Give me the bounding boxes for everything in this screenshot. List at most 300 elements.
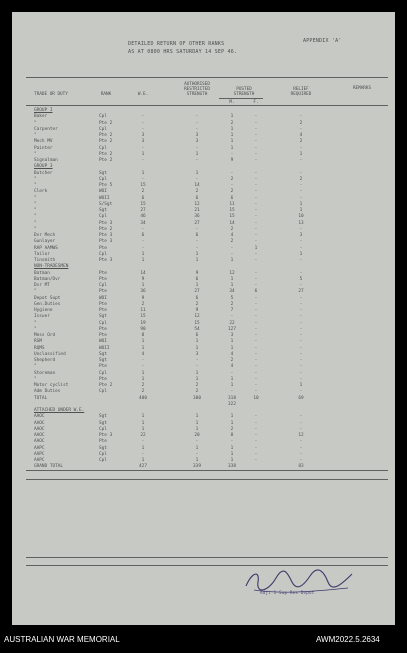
cell-trade: Shepherd	[34, 358, 56, 363]
cell-trade: TOTAL	[34, 395, 48, 401]
cell-posted-f: -	[254, 270, 258, 276]
cell-posted-f: -	[254, 414, 258, 420]
cell-we: -	[141, 439, 145, 445]
cell-posted-m: -	[230, 314, 234, 320]
cell-posted-m: 4	[230, 233, 234, 238]
cell-posted-m: 6	[230, 195, 234, 201]
cell-posted-m: 1	[230, 445, 234, 451]
cell-authorised: 2	[195, 301, 199, 307]
cell-posted-m: 2	[230, 239, 234, 245]
cell-posted-f: -	[254, 126, 258, 132]
cell-trade: AAOC	[34, 420, 45, 426]
cell-posted-f: -	[254, 133, 258, 138]
cell-trade: "	[34, 208, 37, 213]
cell-trade: Mech MV	[34, 139, 53, 145]
cell-posted-m: -	[230, 151, 234, 157]
cell-posted-f: -	[254, 195, 258, 201]
cell-rank: Sgt	[99, 420, 107, 426]
cell-trade: AAOC	[34, 439, 45, 445]
cell-posted-f: -	[254, 158, 258, 163]
cell-we: 427	[139, 464, 147, 470]
cell-authorised: 1	[195, 426, 199, 432]
cell-rank: Cpl	[99, 145, 107, 151]
cell-relief: -	[299, 326, 303, 332]
cell-rank: Pte	[99, 276, 107, 282]
cell-authorised: 27	[194, 289, 200, 295]
cell-posted-m: 1	[230, 139, 234, 145]
cell-posted-f: -	[254, 226, 258, 232]
cell-posted-m: 34	[229, 289, 235, 295]
cell-authorised: 2	[195, 189, 199, 195]
cell-authorised: 3	[195, 133, 199, 138]
cell-relief: -	[299, 245, 303, 251]
cell-we: -	[141, 176, 145, 182]
cell-relief: -	[299, 420, 303, 426]
cell-authorised: -	[195, 145, 199, 151]
cell-posted-f: -	[254, 151, 258, 157]
cell-relief: -	[299, 239, 303, 245]
cell-rank: Pte 3	[99, 233, 113, 238]
cell-posted-m: -	[230, 245, 234, 251]
cell-authorised: -	[195, 176, 199, 182]
cell-trade: GROUP 3	[34, 164, 53, 170]
cell-authorised: -	[195, 239, 199, 245]
cell-trade: "	[34, 151, 37, 157]
cell-rank: Sgt	[99, 351, 107, 357]
cell-posted-f: -	[254, 120, 258, 126]
cell-authorised: 339	[193, 464, 201, 470]
cell-trade: "	[34, 226, 37, 232]
cell-rank: Cpl	[99, 214, 107, 220]
cell-authorised: 1	[195, 339, 199, 345]
cell-relief: 1	[299, 251, 303, 257]
cell-rank: Pte	[99, 439, 107, 445]
cell-rank: Sgt	[99, 170, 107, 176]
cell-rank: Cpl	[99, 451, 107, 457]
cell-posted-m: -	[230, 370, 234, 376]
cell-relief: -	[299, 376, 303, 382]
cell-relief: -	[299, 308, 303, 313]
cell-we: -	[141, 158, 145, 163]
cell-we: 15	[140, 183, 146, 188]
cell-relief: -	[299, 195, 303, 201]
cell-relief: -	[299, 458, 303, 463]
cell-we: 1	[141, 376, 145, 382]
cell-authorised: -	[195, 126, 199, 132]
cell-trade: Painter	[34, 145, 53, 151]
cell-posted-m: 1	[230, 114, 234, 120]
cell-posted-m: 5	[230, 295, 234, 301]
cell-trade: GRAND TOTAL	[34, 464, 64, 470]
appendix-label: APPENDIX 'A'	[303, 38, 342, 44]
cell-posted-m: 8	[230, 433, 234, 438]
cell-we: 90	[140, 326, 146, 332]
cell-relief: -	[299, 126, 303, 132]
cell-posted-f: -	[254, 220, 258, 226]
cell-posted-f: -	[254, 339, 258, 345]
cell-posted-f: -	[254, 139, 258, 145]
cell-we: 1	[141, 251, 145, 257]
cell-we: 1	[141, 458, 145, 463]
cell-trade: Unclassified	[34, 351, 66, 357]
cell-posted-f: -	[254, 351, 258, 357]
cell-authorised: 2	[195, 389, 199, 395]
cell-we: 15	[140, 201, 146, 207]
cell-authorised: 14	[194, 183, 200, 188]
cell-rank: Sgt	[99, 314, 107, 320]
cell-relief: -	[299, 114, 303, 120]
cell-posted-m: 1	[230, 258, 234, 263]
cell-rank: Pte 2	[99, 139, 113, 145]
cell-we: 46	[140, 214, 146, 220]
document-page	[12, 12, 395, 625]
cell-authorised: 6	[195, 295, 199, 301]
cell-rank: Cpl	[99, 283, 107, 288]
col-header-posted-f: F.	[253, 100, 259, 105]
cell-posted-f: -	[254, 283, 258, 288]
cell-relief: -	[299, 339, 303, 345]
cell-relief: -	[299, 445, 303, 451]
cell-authorised: 1	[195, 458, 199, 463]
cell-rank: Pte 2	[99, 133, 113, 138]
cell-posted-f: -	[254, 326, 258, 332]
cell-authorised: 1	[195, 420, 199, 426]
cell-authorised: 3	[195, 351, 199, 357]
cell-we: 14	[140, 270, 146, 276]
cell-posted-f: -	[254, 170, 258, 176]
col-header-posted-m: M.	[229, 100, 235, 105]
cell-posted-m: 2	[230, 176, 234, 182]
cell-rank: Cpl	[99, 389, 107, 395]
cell-authorised: -	[195, 451, 199, 457]
cell-posted-m: 15	[229, 214, 235, 220]
cell-posted-f: -	[254, 345, 258, 351]
cell-relief: 10	[298, 214, 304, 220]
col-header-rank: RANK	[100, 92, 112, 97]
cell-authorised: -	[195, 226, 199, 232]
cell-relief: -	[299, 170, 303, 176]
cell-rank: Pte	[99, 364, 107, 370]
cell-trade: "	[34, 195, 37, 201]
cell-we: -	[141, 120, 145, 126]
cell-posted-f: -	[254, 258, 258, 263]
cell-posted-m: 1	[230, 383, 234, 388]
cell-authorised: 15	[194, 320, 200, 326]
cell-relief: -	[299, 351, 303, 357]
cell-trade: "	[34, 120, 37, 126]
cell-authorised: 9	[195, 308, 199, 313]
cell-authorised: 2	[195, 383, 199, 388]
cell-posted-f: 6	[254, 289, 258, 295]
cell-we: 6	[141, 233, 145, 238]
cell-rank: Pte 2	[99, 226, 113, 232]
cell-posted-m: 2	[230, 226, 234, 232]
cell-we: -	[141, 239, 145, 245]
cell-authorised: 6	[195, 195, 199, 201]
cell-authorised: 1	[195, 376, 199, 382]
cell-we: 1	[141, 345, 145, 351]
cell-we: -	[141, 245, 145, 251]
cell-posted-f: -	[254, 183, 258, 188]
cell-trade: "	[34, 133, 37, 138]
cell-relief: -	[299, 158, 303, 163]
cell-relief: -	[299, 370, 303, 376]
cell-authorised: 6	[195, 233, 199, 238]
cell-we: 1	[141, 283, 145, 288]
cell-trade: "	[34, 326, 37, 332]
cell-authorised: 1	[195, 345, 199, 351]
cell-relief: 1	[299, 383, 303, 388]
cell-rank: Cpl	[99, 426, 107, 432]
cell-posted-m: 2	[230, 120, 234, 126]
cell-relief: -	[299, 451, 303, 457]
cell-trade: Tailor	[34, 251, 50, 257]
cell-relief: 5	[299, 276, 303, 282]
cell-rank: Pte 2	[99, 151, 113, 157]
cell-we: 9	[141, 276, 145, 282]
cell-rank: Pte 2	[99, 158, 113, 163]
cell-authorised: 6	[195, 333, 199, 338]
cell-posted-f: -	[254, 145, 258, 151]
cell-we: 11	[140, 308, 146, 313]
cell-posted-m: 1	[230, 376, 234, 382]
cell-rank: Cpl	[99, 458, 107, 463]
document-subtitle: AS AT 0800 HRS SATURDAY 14 SEP 46.	[128, 49, 238, 55]
col-header-trade: TRADE OR DUTY	[34, 92, 68, 97]
cell-trade: AAOC	[34, 426, 45, 432]
cell-trade: "	[34, 214, 37, 220]
cell-posted-m: 9	[230, 158, 234, 163]
cell-trade: Depot Supt	[34, 295, 61, 301]
cell-posted-f: -	[254, 364, 258, 370]
cell-rank: Sgt	[99, 208, 107, 213]
cell-posted-f: -	[254, 308, 258, 313]
cell-authorised: 20	[194, 433, 200, 438]
cell-trade: NON-TRADESMEN	[34, 264, 69, 270]
cell-relief: 1	[299, 201, 303, 207]
cell-authorised: -	[195, 439, 199, 445]
cell-posted-f: -	[254, 189, 258, 195]
cell-posted-f: 1	[254, 245, 258, 251]
cell-authorised: -	[195, 358, 199, 363]
cell-rank: Pte	[99, 245, 107, 251]
cell-trade: AAOC	[34, 433, 45, 438]
cell-relief: -	[299, 283, 303, 288]
cell-rank: Pte 2	[99, 383, 113, 388]
cell-authorised: 1	[195, 251, 199, 257]
cell-posted-f: -	[254, 458, 258, 463]
cell-relief: -	[299, 145, 303, 151]
cell-posted-m: 1	[230, 145, 234, 151]
cell-relief: -	[299, 189, 303, 195]
cell-rank: Cpl	[99, 114, 107, 120]
cell-we: 34	[140, 220, 146, 226]
cell-trade: Clerk	[34, 189, 48, 195]
cell-trade: RAP AAMWS	[34, 245, 58, 251]
cell-we: 27	[140, 208, 146, 213]
cell-rank: WOII	[99, 195, 110, 201]
cell-relief: 3	[299, 233, 303, 238]
cell-we: 4	[141, 351, 145, 357]
cell-authorised: 36	[194, 214, 200, 220]
cell-authorised: 1	[195, 170, 199, 176]
cell-posted-m: -	[230, 170, 234, 176]
document-title: DETAILED RETURN OF OTHER RANKS	[128, 41, 225, 47]
cell-authorised: -	[195, 114, 199, 120]
cell-rank: Pte	[99, 376, 107, 382]
cell-rank: Pte 3	[99, 258, 113, 263]
cell-trade: RQMS	[34, 345, 45, 351]
cell-trade: Tinsmith	[34, 258, 56, 263]
cell-relief: 1	[299, 151, 303, 157]
cell-trade: Butcher	[34, 170, 53, 176]
cell-rank: Cpl	[99, 176, 107, 182]
cell-trade: Dvr MT	[34, 283, 50, 288]
cell-posted-f: -	[254, 333, 258, 338]
cell-posted-f: -	[254, 383, 258, 388]
cell-authorised: 1	[195, 283, 199, 288]
cell-rank: Cpl	[99, 126, 107, 132]
cell-trade: Storeman	[34, 370, 56, 376]
cell-we: 3	[141, 139, 145, 145]
cell-authorised: -	[195, 120, 199, 126]
cell-relief: 13	[298, 220, 304, 226]
cell-trade: "	[34, 376, 37, 382]
cell-relief: -	[299, 439, 303, 445]
cell-posted-m: 4	[230, 364, 234, 370]
cell-we: -	[141, 145, 145, 151]
cell-rank: Sgt	[99, 414, 107, 420]
cell-relief: -	[299, 270, 303, 276]
cell-trade: "	[34, 201, 37, 207]
cell-trade: AAPC	[34, 445, 45, 451]
cell-authorised: -	[195, 245, 199, 251]
cell-rank: Pte 5	[99, 183, 113, 188]
cell-posted-m: 1	[230, 458, 234, 463]
cell-authorised: 1	[195, 445, 199, 451]
cell-rank: S/Sgt	[99, 201, 113, 207]
cell-posted-f: -	[254, 370, 258, 376]
cell-posted-m: 2	[230, 426, 234, 432]
cell-authorised: 3	[195, 139, 199, 145]
cell-relief: 12	[298, 433, 304, 438]
cell-posted-m: 2	[230, 358, 234, 363]
cell-rank: Pte	[99, 326, 107, 332]
cell-we: 2	[141, 301, 145, 307]
cell-trade: Mess Ord	[34, 333, 56, 338]
cell-posted-m: 1	[230, 126, 234, 132]
cell-rank: WOII	[99, 345, 110, 351]
cell-we: 2	[141, 189, 145, 195]
cell-trade: Motor cyclist	[34, 383, 69, 388]
cell-posted-f: -	[254, 276, 258, 282]
cell-we: 2	[141, 383, 145, 388]
cell-trade: Gen.Duties	[34, 301, 61, 307]
cell-posted-m: 1	[230, 133, 234, 138]
footer-reference: AWM2022.5.2634	[316, 635, 380, 644]
cell-posted-m: -	[230, 251, 234, 257]
cell-rank: Sgt	[99, 445, 107, 451]
cell-we: -	[141, 114, 145, 120]
cell-authorised: 54	[194, 326, 200, 332]
cell-relief: -	[299, 226, 303, 232]
cell-posted-f: -	[254, 433, 258, 438]
cell-posted-m: 15	[229, 208, 235, 213]
cell-posted-f: -	[254, 320, 258, 326]
cell-trade: GROUP I	[34, 108, 53, 113]
cell-posted-m: 1	[230, 283, 234, 288]
cell-relief: -	[299, 333, 303, 338]
cell-posted-f: -	[254, 114, 258, 120]
cell-posted-m: 1	[230, 345, 234, 351]
cell-posted-m: 1	[230, 276, 234, 282]
cell-posted-f: -	[254, 426, 258, 432]
cell-posted-m: 12	[229, 270, 235, 276]
cell-posted-m: 14	[229, 220, 235, 226]
cell-posted-m: 4	[230, 351, 234, 357]
cell-posted-f: 10	[253, 395, 259, 401]
cell-posted-m: 338	[228, 464, 236, 470]
header-rule-bottom	[26, 105, 388, 106]
cell-trade: AAOC	[34, 414, 45, 420]
cell-posted-f: -	[254, 314, 258, 320]
cell-we: 1	[141, 151, 145, 157]
cell-relief: 27	[298, 289, 304, 295]
cell-relief: -	[299, 345, 303, 351]
cell-relief: 2	[299, 120, 303, 126]
cell-rank: Cpl	[99, 251, 107, 257]
cell-posted-f: -	[254, 176, 258, 182]
cell-we: 19	[140, 320, 146, 326]
cell-trade: "	[34, 183, 37, 188]
cell-posted-m: 1	[230, 339, 234, 345]
cell-we: 1	[141, 170, 145, 176]
cell-we: -	[141, 126, 145, 132]
cell-we: 3	[141, 133, 145, 138]
cell-we: 400	[139, 395, 147, 401]
cell-posted-f: -	[254, 295, 258, 301]
cell-relief: -	[299, 301, 303, 307]
cell-we: -	[141, 358, 145, 363]
cell-posted-m: 1	[230, 414, 234, 420]
cell-posted-m: 2	[230, 301, 234, 307]
cell-we: 6	[141, 195, 145, 201]
col-header-wo: W.E.	[137, 92, 149, 97]
cell-trade: "	[34, 289, 37, 295]
cell-we: -	[141, 451, 145, 457]
cell-posted-f: -	[254, 201, 258, 207]
cell-relief: -	[299, 426, 303, 432]
cell-authorised: -	[195, 364, 199, 370]
cell-rank: Cpl	[99, 320, 107, 326]
cell-posted-f: -	[254, 251, 258, 257]
cell-trade: "	[34, 364, 37, 370]
cell-authorised: 1	[195, 151, 199, 157]
cell-we: 9	[141, 295, 145, 301]
cell-relief: -	[299, 389, 303, 395]
cell-we: -	[141, 226, 145, 232]
cell-trade: Dvr Mech	[34, 233, 56, 238]
cell-posted-m: 3	[230, 333, 234, 338]
cell-we: 1	[141, 258, 145, 263]
cell-we: 1	[141, 445, 145, 451]
cell-we: 1	[141, 370, 145, 376]
cell-authorised: 21	[194, 208, 200, 213]
cell-relief: -	[299, 295, 303, 301]
cell-authorised: 1	[195, 414, 199, 420]
cell-authorised: 12	[194, 314, 200, 320]
cell-authorised: 1	[195, 258, 199, 263]
